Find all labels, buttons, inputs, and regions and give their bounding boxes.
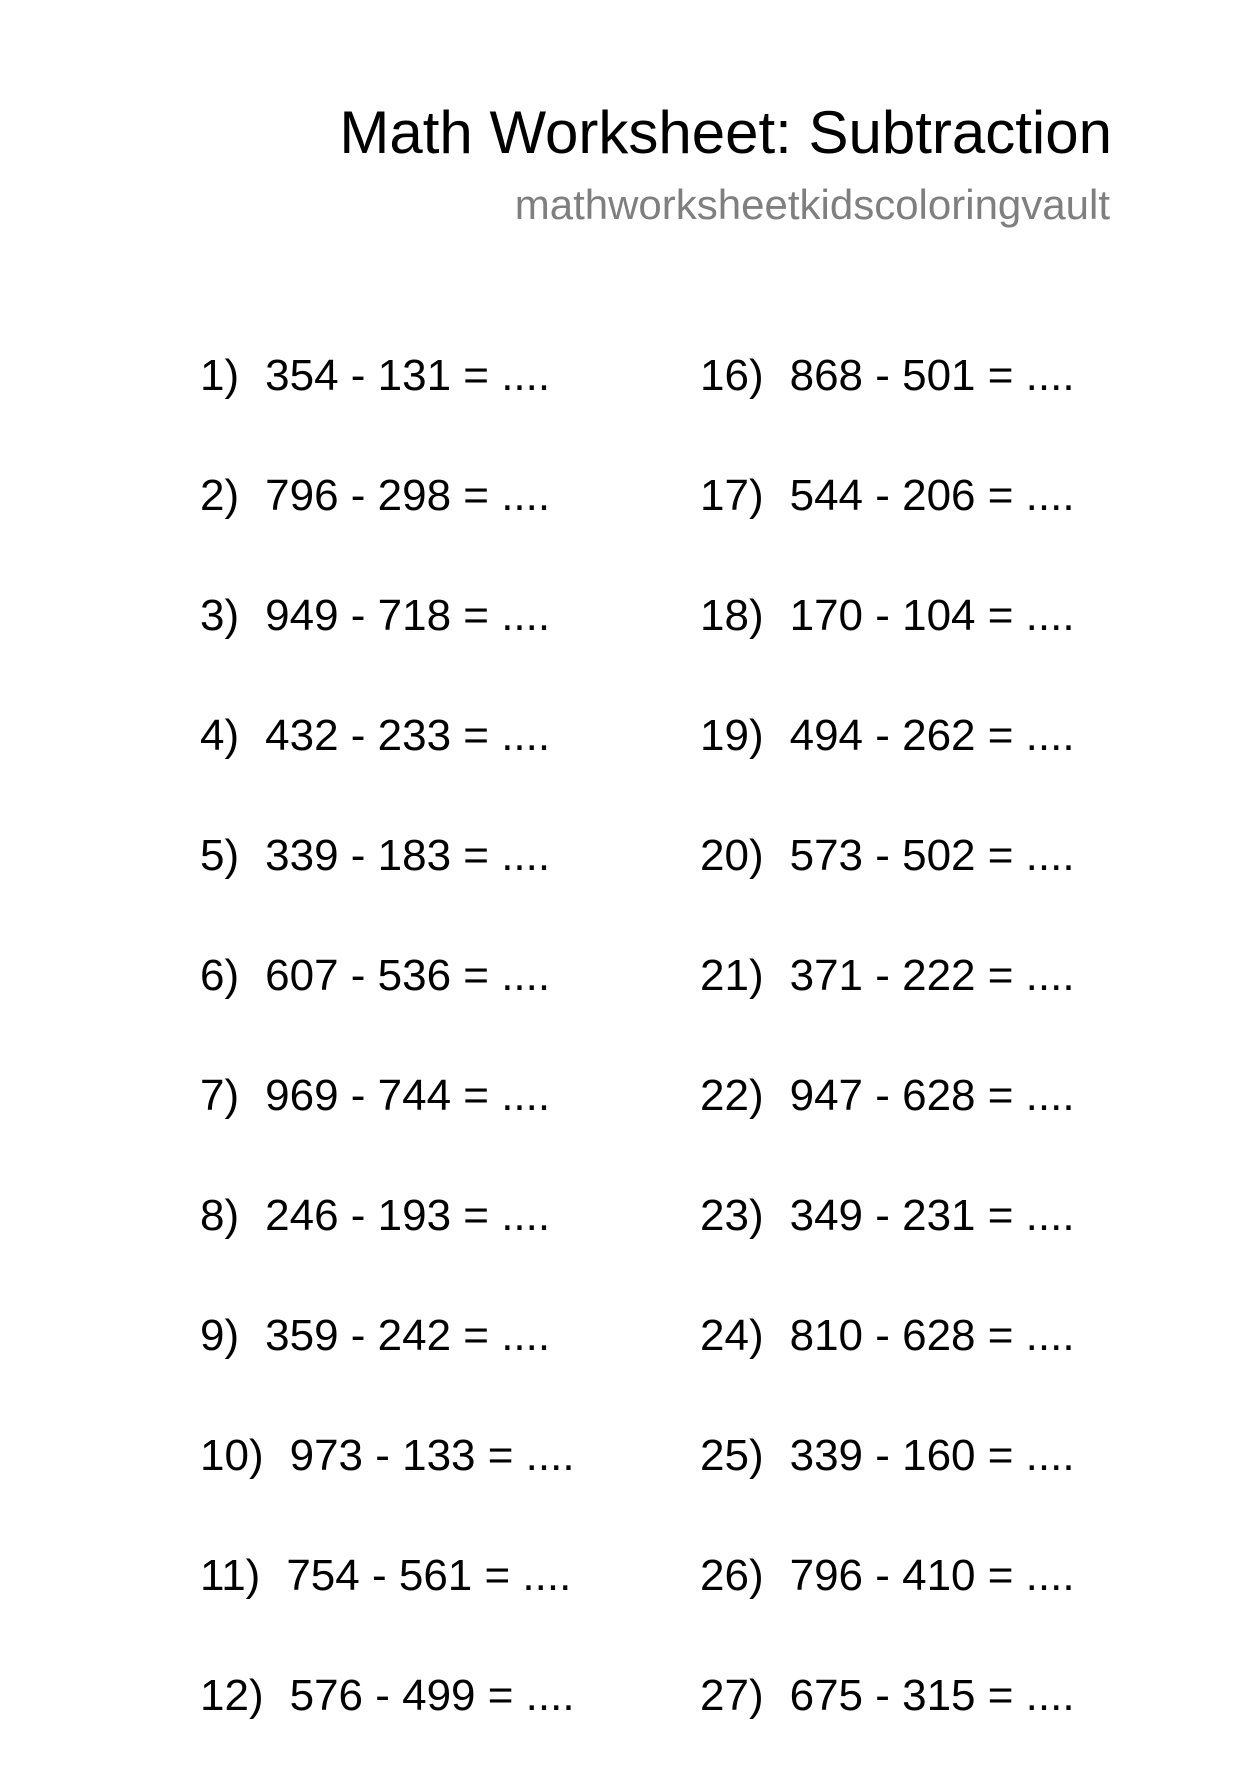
problem-item xyxy=(700,1666,1075,1786)
problem-number: 25) xyxy=(700,1431,764,1480)
problem-item xyxy=(700,1546,1075,1666)
problem-expression: 868 - 501 = .... xyxy=(789,351,1075,400)
problem-item xyxy=(200,346,575,466)
problem-number: 24) xyxy=(700,1311,764,1360)
problem-number: 21) xyxy=(700,951,764,1000)
problem-expression: 675 - 315 = .... xyxy=(789,1671,1075,1720)
problem-expression: 371 - 222 = .... xyxy=(789,951,1075,1000)
problem-item xyxy=(200,826,575,946)
problem-item xyxy=(700,466,1075,586)
problem-item xyxy=(700,1066,1075,1186)
problem-expression: 432 - 233 = .... xyxy=(265,711,551,760)
problem-number: 19) xyxy=(700,711,764,760)
problem-expression: 349 - 231 = .... xyxy=(789,1191,1075,1240)
problem-number: 17) xyxy=(700,471,764,520)
problem-expression: 494 - 262 = .... xyxy=(789,711,1075,760)
problem-item xyxy=(200,1186,575,1306)
problem-expression: 754 - 561 = .... xyxy=(286,1551,572,1600)
problem-expression: 354 - 131 = .... xyxy=(265,351,551,400)
problem-number: 10) xyxy=(200,1431,264,1480)
problem-expression: 607 - 536 = .... xyxy=(265,951,551,1000)
problem-number: 12) xyxy=(200,1671,264,1720)
problem-item xyxy=(200,1666,575,1786)
problem-expression: 339 - 183 = .... xyxy=(265,831,551,880)
problem-item xyxy=(200,706,575,826)
problem-expression: 796 - 298 = .... xyxy=(265,471,551,520)
problem-number: 18) xyxy=(700,591,764,640)
problem-item xyxy=(700,586,1075,706)
problem-item xyxy=(200,1426,575,1546)
problem-item xyxy=(200,466,575,586)
problem-item xyxy=(700,346,1075,466)
problem-expression: 576 - 499 = .... xyxy=(289,1671,575,1720)
problem-expression: 246 - 193 = .... xyxy=(265,1191,551,1240)
problems-column-left xyxy=(200,346,575,1786)
problem-number: 2) xyxy=(200,471,240,520)
page-title: Math Worksheet: Subtraction xyxy=(339,99,1112,166)
problem-number: 9) xyxy=(200,1311,240,1360)
problem-item xyxy=(700,826,1075,946)
problem-item xyxy=(200,1306,575,1426)
problem-number: 27) xyxy=(700,1671,764,1720)
problem-expression: 810 - 628 = .... xyxy=(789,1311,1075,1360)
problem-number: 7) xyxy=(200,1071,240,1120)
problem-number: 5) xyxy=(200,831,240,880)
problem-expression: 949 - 718 = .... xyxy=(265,591,551,640)
problem-expression: 796 - 410 = .... xyxy=(789,1551,1075,1600)
problem-number: 8) xyxy=(200,1191,240,1240)
problem-number: 11) xyxy=(200,1551,261,1600)
problem-item xyxy=(700,946,1075,1066)
problem-item xyxy=(200,1546,575,1666)
problem-number: 3) xyxy=(200,591,240,640)
problem-item xyxy=(200,1066,575,1186)
problem-number: 23) xyxy=(700,1191,764,1240)
problem-number: 26) xyxy=(700,1551,764,1600)
problem-number: 6) xyxy=(200,951,240,1000)
problem-expression: 947 - 628 = .... xyxy=(789,1071,1075,1120)
problem-expression: 573 - 502 = .... xyxy=(789,831,1075,880)
problem-item xyxy=(700,1426,1075,1546)
problem-number: 22) xyxy=(700,1071,764,1120)
page-subtitle: mathworksheetkidscoloringvault xyxy=(514,181,1110,228)
problem-item xyxy=(200,946,575,1066)
problems-column-right xyxy=(700,346,1075,1786)
problem-item xyxy=(700,706,1075,826)
problem-expression: 339 - 160 = .... xyxy=(789,1431,1075,1480)
problem-item xyxy=(700,1186,1075,1306)
problem-item xyxy=(200,586,575,706)
problem-expression: 359 - 242 = .... xyxy=(265,1311,551,1360)
problem-number: 4) xyxy=(200,711,240,760)
problem-number: 16) xyxy=(700,351,764,400)
problem-expression: 170 - 104 = .... xyxy=(789,591,1075,640)
problem-expression: 544 - 206 = .... xyxy=(789,471,1075,520)
worksheet-header xyxy=(339,98,1112,230)
problem-number: 20) xyxy=(700,831,764,880)
problem-item xyxy=(700,1306,1075,1426)
problem-expression: 969 - 744 = .... xyxy=(265,1071,551,1120)
problem-number: 1) xyxy=(200,351,240,400)
problem-expression: 973 - 133 = .... xyxy=(289,1431,575,1480)
